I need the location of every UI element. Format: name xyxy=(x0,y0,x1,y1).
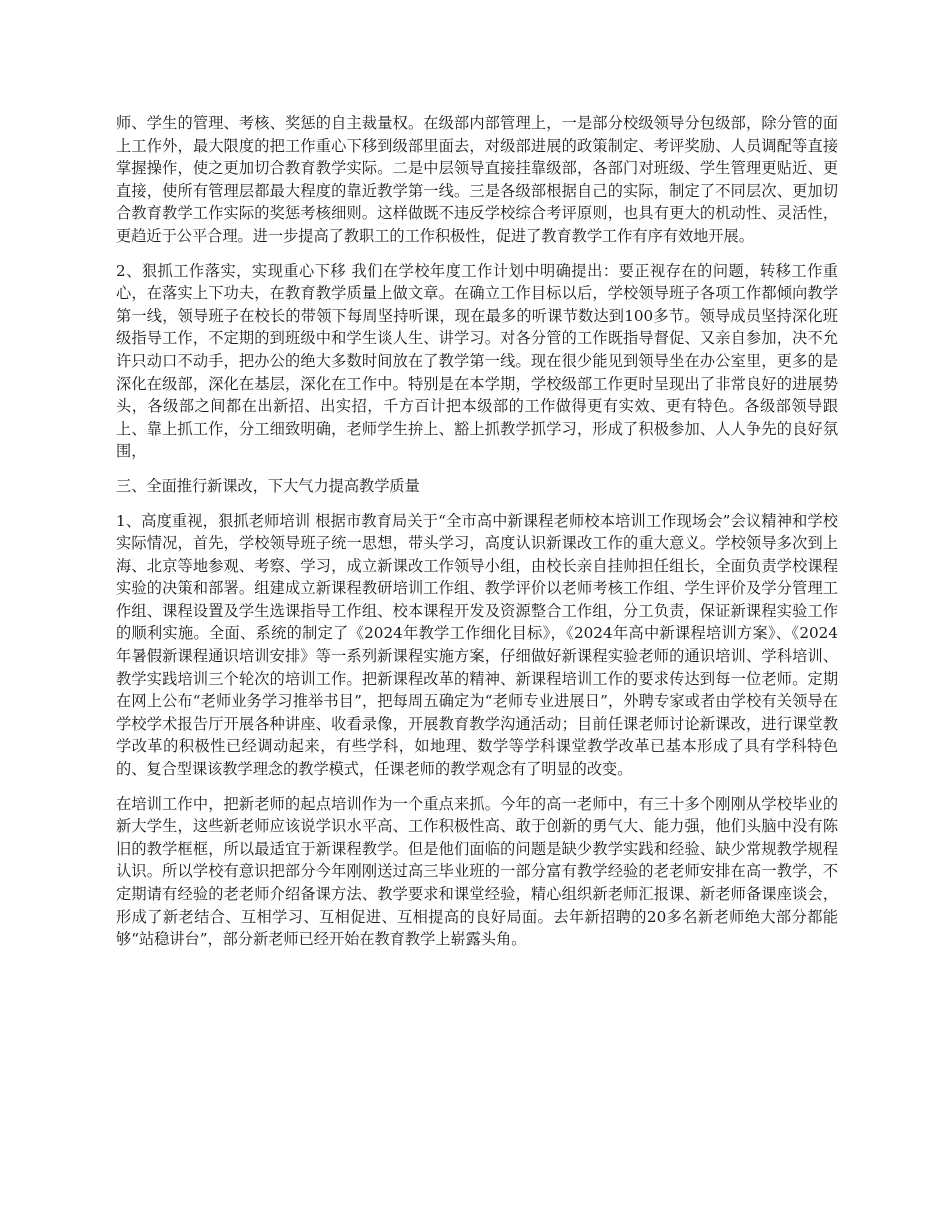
paragraph-teacher-training: 1、高度重视，狠抓老师培训 根据市教育局关于“全市高中新课程老师校本培训工作现场会”会议精神和学校实际情况，首先，学校领导班子统一思想，带头学习，高度认识新课改工作的重大意义。学校领导多次到上海、北京等地参观、考察、学习，成立新课改工作领导小组，由校长亲自挂帅担任组长，全面负责学校课程实验的决策和部署。组建成立新课程教研培训工作组、教学评价以老师考核工作组、学生评价及学分管理工作组、课程设置及学生选课指导工作组、校本课程开发及资源整合工作组，分工负责，保证新课程实验工作的顺利实施。全面、系统的制定了《2024年教学工作细化目标》，《2024年高中新课程培训方案》、《2024年暑假新课程通识培训安排》等一系列新课程实施方案，仔细做好新课程实验老师的通识培训、学科培训、教学实践培训三个轮次的培训工作。把新课程改革的精神、新课程培训工作的要求传达到每一位老师。定期在网上公布“老师业务学习推举书目”，把每周五确定为“老师专业进展日”，外聘专家或者由学校有关领导在学校学术报告厅开展各种讲座、收看录像，开展教育教学沟通活动；目前任课老师讨论新课改，进行课堂教学改革的积极性已经调动起来，有些学科，如地理、数学等学科课堂教学改革已基本形成了具有学科特色的、复合型课该教学理念的教学模式，任课老师的教学观念有了明显的改变。 xyxy=(116,511,838,779)
paragraph-work-implementation: 2、狠抓工作落实，实现重心下移 我们在学校年度工作计划中明确提出：要正视存在的问题，转移工作重心，在落实上下功夫，在教育教学质量上做文章。在确立工作目标以后，学校领导班子各项工作都倾向教学第一线，领导班子在校长的带领下每周坚持听课，现在最多的听课节数达到100多节。领导成员坚持深化班级指导工作，不定期的到班级中和学生谈人生、讲学习。对各分管的工作既指导督促、又亲自参加，决不允许只动口不动手，把办公的绝大多数时间放在了教学第一线。现在很少能见到领导坐在办公室里，更多的是深化在级部，深化在基层，深化在工作中。特别是在本学期，学校级部工作更时呈现出了非常良好的进展势头，各级部之间都在出新招、出实招，千方百计把本级部的工作做得更有实效、更有特色。各级部领导跟上、靠上抓工作，分工细致明确，老师学生拚上、豁上抓教学抓学习，形成了积极参加、人人争先的良好氛围， xyxy=(116,261,838,461)
document-body xyxy=(116,112,838,963)
paragraph-new-teacher-training: 在培训工作中，把新老师的起点培训作为一个重点来抓。今年的高一老师中，有三十多个刚刚从学校毕业的新大学生，这些新老师应该说学识水平高、工作积极性高、敢于创新的勇气大、能力强，他们头脑中没有陈旧的教学框框，所以最适宜于新课程教学。但是他们面临的问题是缺少教学实践和经验、缺少常规教学规程认识。所以学校有意识把部分今年刚刚送过高三毕业班的一部分富有教学经验的老老师安排在高一教学，不定期请有经验的老老师介绍备课方法、教学要求和课堂经验，精心组织新老师汇报课、新老师备课座谈会，形成了新老结合、互相学习、互相促进、互相提高的良好局面。去年新招聘的20多名新老师绝大部分都能够“站稳讲台”，部分新老师已经开始在教育教学上崭露头角。 xyxy=(116,794,838,949)
paragraph-management: 师、学生的管理、考核、奖惩的自主裁量权。在级部内部管理上，一是部分校级领导分包级部，除分管的面上工作外，最大限度的把工作重心下移到级部里面去，对级部进展的政策制定、考评奖励、人员调配等直接掌握操作，使之更加切合教育教学实际。二是中层领导直接挂靠级部，各部门对班级、学生管理更贴近、更直接，使所有管理层都最大程度的靠近教学第一线。三是各级部根据自己的实际，制定了不同层次、更加切合教育教学工作实际的奖惩考核细则。这样做既不违反学校综合考评原则，也具有更大的机动性、灵活性，更趋近于公平合理。进一步提高了教职工的工作积极性，促进了教育教学工作有序有效地开展。 xyxy=(116,114,838,245)
section-heading-curriculum-reform: 三、全面推行新课改，下大气力提高教学质量 xyxy=(116,476,420,495)
